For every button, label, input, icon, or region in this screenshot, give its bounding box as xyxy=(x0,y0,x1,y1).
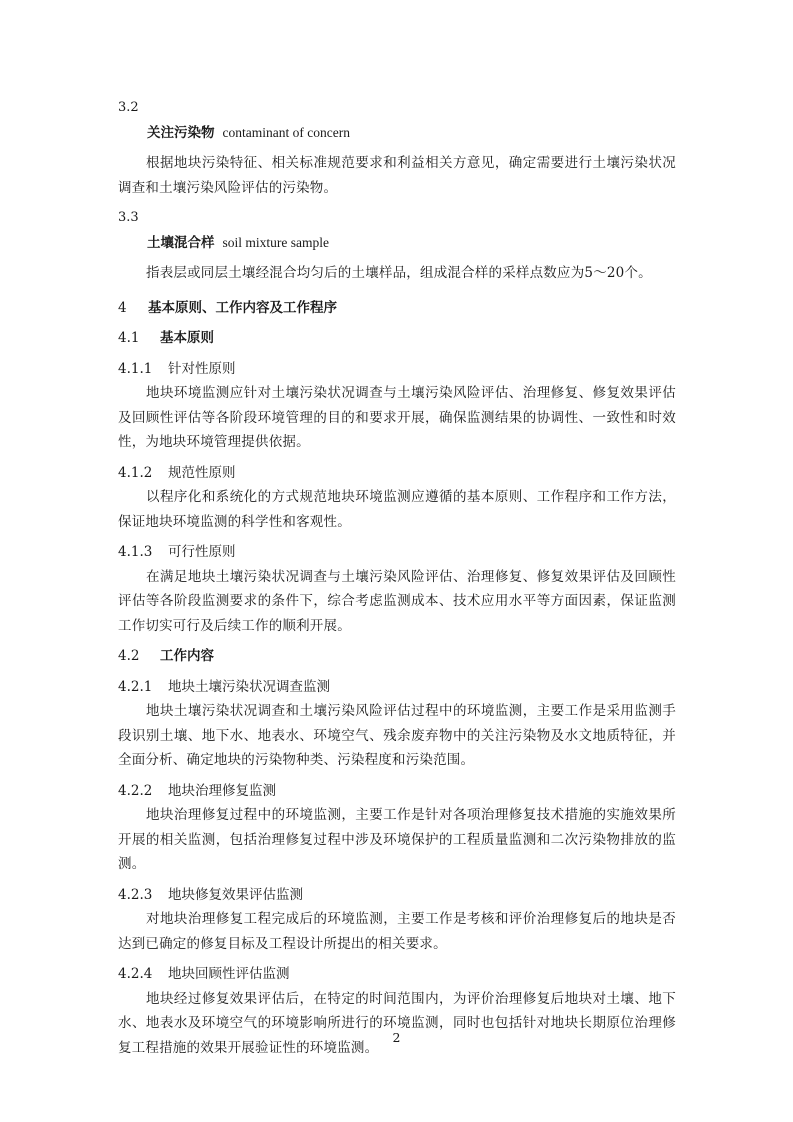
subsection-heading xyxy=(118,461,676,486)
paragraph: 在满足地块土壤污染状况调查与土壤污染风险评估、治理修复、修复效果评估及回顾性评估等各阶段监测要求的条件下，综合考虑监测成本、技术应用水平等方面因素，保证监测工作切实可行及后续工作的顺利开展。 xyxy=(118,568,676,634)
subsection-number: 4.2.4 xyxy=(118,966,153,982)
subsection-number: 4.1.1 xyxy=(118,360,153,377)
section-number-3-2: 3.2 xyxy=(118,100,139,115)
term-english: soil mixture sample xyxy=(222,234,329,250)
subsection-title: 地块治理修复监测 xyxy=(168,782,276,799)
section-title: 基本原则 xyxy=(160,330,214,346)
subsection-heading xyxy=(118,883,676,908)
subsection-number: 4.2.2 xyxy=(118,782,153,799)
term-english: contaminant of concern xyxy=(222,124,350,140)
subsection-number: 4.1.2 xyxy=(118,464,153,481)
term-definition: 根据地块污染特征、相关标准规范要求和利益相关方意见，确定需要进行土壤污染状况调查和土壤污染风险评估的污染物。 xyxy=(118,155,676,196)
subsection-heading xyxy=(118,540,676,565)
subsection-number: 4.2.1 xyxy=(118,678,153,695)
chapter-title: 基本原则、工作内容及工作程序 xyxy=(148,299,337,316)
section-number-3-3: 3.3 xyxy=(118,210,139,225)
subsection-number: 4.2.3 xyxy=(118,886,153,903)
section-number: 4.1 xyxy=(118,330,140,346)
section-number: 4.2 xyxy=(118,648,140,664)
subsection-title: 规范性原则 xyxy=(168,464,236,481)
term-heading xyxy=(118,121,676,146)
subsection-number: 4.1.3 xyxy=(118,544,153,560)
subsection-title: 地块修复效果评估监测 xyxy=(168,886,303,903)
subsection-heading xyxy=(118,675,676,700)
section-title: 工作内容 xyxy=(160,648,214,664)
term-chinese: 土壤混合样 xyxy=(147,234,215,251)
document-body xyxy=(118,96,676,1060)
section-heading xyxy=(118,326,676,351)
subsection-heading xyxy=(118,357,676,382)
subsection-title: 针对性原则 xyxy=(168,360,236,377)
subsection-heading xyxy=(118,962,676,987)
paragraph: 地块土壤污染状况调查和土壤污染风险评估过程中的环境监测，主要工作是采用监测手段识别土壤、地下水、地表水、环境空气、残余废弃物中的关注污染物及水文地质特征，并全面分析、确定地块的污染物种类、污染程度和污染范围。 xyxy=(118,703,676,768)
paragraph: 对地块治理修复工程完成后的环境监测，主要工作是考核和评价治理修复后的地块是否达到已确定的修复目标及工程设计所提出的相关要求。 xyxy=(118,911,676,952)
subsection-title: 地块土壤污染状况调查监测 xyxy=(168,678,330,695)
paragraph: 地块环境监测应针对土壤污染状况调查与土壤污染风险评估、治理修复、修复效果评估及回顾性评估等各阶段环境管理的目的和要求开展，确保监测结果的协调性、一致性和时效性，为地块环境管理提供依据。 xyxy=(118,385,676,450)
paragraph: 地块治理修复过程中的环境监测，主要工作是针对各项治理修复技术措施的实施效果所开展的相关监测，包括治理修复过程中涉及环境保护的工程质量监测和二次污染物排放的监测。 xyxy=(118,807,676,872)
term-heading xyxy=(118,231,676,256)
term-chinese: 关注污染物 xyxy=(147,124,215,141)
term-definition: 指表层或同层土壤经混合均匀后的土壤样品，组成混合样的采样点数应为5～20个。 xyxy=(146,265,652,281)
page-number: 2 xyxy=(392,1030,401,1045)
chapter-number: 4 xyxy=(118,299,127,316)
subsection-heading xyxy=(118,779,676,804)
subsection-title: 地块回顾性评估监测 xyxy=(168,966,290,982)
chapter-heading xyxy=(118,296,676,321)
paragraph: 以程序化和系统化的方式规范地块环境监测应遵循的基本原则、工作程序和工作方法，保证地块环境监测的科学性和客观性。 xyxy=(118,489,676,530)
subsection-title: 可行性原则 xyxy=(168,544,236,560)
paragraph: 地块经过修复效果评估后，在特定的时间范围内，为评价治理修复后地块对土壤、地下水、地表水及环境空气的环境影响所进行的环境监测，同时也包括针对地块长期原位治理修复工程措施的效果开展验证性的环境监测。 xyxy=(118,990,676,1056)
section-heading xyxy=(118,644,676,669)
